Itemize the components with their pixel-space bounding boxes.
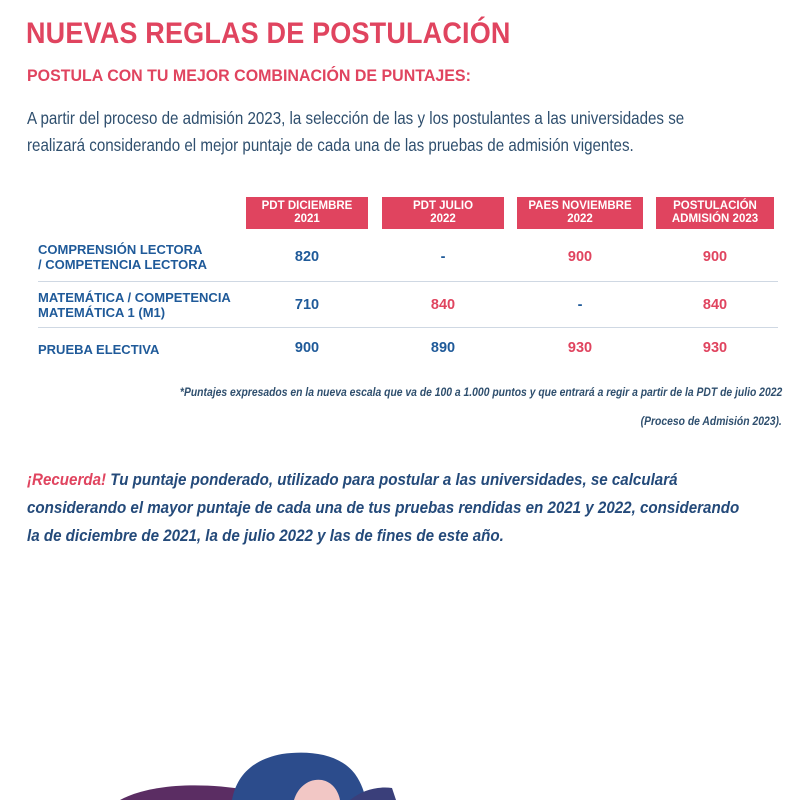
row-label-prueba-electiva: PRUEBA ELECTIVA xyxy=(38,342,160,357)
score-cell: 890 xyxy=(430,340,456,356)
row-divider xyxy=(38,327,778,328)
intro-line-2: realizará considerando el mejor puntaje de cada una de las pruebas de admisión vigentes. xyxy=(27,135,634,155)
student-illustration xyxy=(0,700,800,800)
row-label-comprension-lectora: COMPRENSIÓN LECTORA / COMPETENCIA LECTORA xyxy=(38,242,208,272)
score-cell: - xyxy=(440,249,446,265)
column-header-postulacion-admision-2023: POSTULACIÓN ADMISIÓN 2023 xyxy=(656,197,774,229)
row-divider xyxy=(38,281,778,282)
remember-line-1 xyxy=(27,466,775,494)
row-label-matematica: MATEMÁTICA / COMPETENCIA MATEMÁTICA 1 (M1) xyxy=(38,290,231,320)
remember-line-2: considerando el mayor puntaje de cada una de tus pruebas rendidas en 2021 y 2022, considerando xyxy=(27,498,740,517)
intro-paragraph xyxy=(27,105,719,159)
score-cell: 930 xyxy=(702,340,728,356)
column-header-pdt-diciembre-2021: PDT DICIEMBRE 2021 xyxy=(246,197,368,229)
page-title: NUEVAS REGLAS DE POSTULACIÓN xyxy=(26,17,511,50)
score-cell: 840 xyxy=(430,297,456,313)
score-cell: 900 xyxy=(294,340,320,356)
footnote-line-1: *Puntajes expresados en la nueva escala que va de 100 a 1.000 puntos y que entrará a regir a partir de la PDT de julio 2022 xyxy=(179,387,782,399)
score-cell: 840 xyxy=(702,297,728,313)
score-cell: - xyxy=(577,297,583,313)
remember-highlight: ¡Recuerda! xyxy=(27,470,107,489)
column-header-paes-noviembre-2022: PAES NOVIEMBRE 2022 xyxy=(517,197,643,229)
remember-line-1-text: Tu puntaje ponderado, utilizado para postular a las universidades, se calculará xyxy=(106,470,678,489)
score-cell: 900 xyxy=(702,249,728,265)
illustration-shape xyxy=(120,785,248,800)
remember-line-3: la de diciembre de 2021, la de julio 2022 y las de fines de este año. xyxy=(27,526,504,545)
page-subtitle: POSTULA CON TU MEJOR COMBINACIÓN DE PUNTAJES: xyxy=(27,66,471,85)
intro-line-1: A partir del proceso de admisión 2023, la selección de las y los postulantes a las universidades se xyxy=(27,108,685,128)
score-cell: 710 xyxy=(294,297,320,313)
column-header-pdt-julio-2022: PDT JULIO 2022 xyxy=(382,197,504,229)
score-cell: 900 xyxy=(567,249,593,265)
footnote-line-2: (Proceso de Admisión 2023). xyxy=(640,416,782,428)
score-cell: 930 xyxy=(567,340,593,356)
remember-paragraph xyxy=(27,466,775,550)
score-cell: 820 xyxy=(294,249,320,265)
